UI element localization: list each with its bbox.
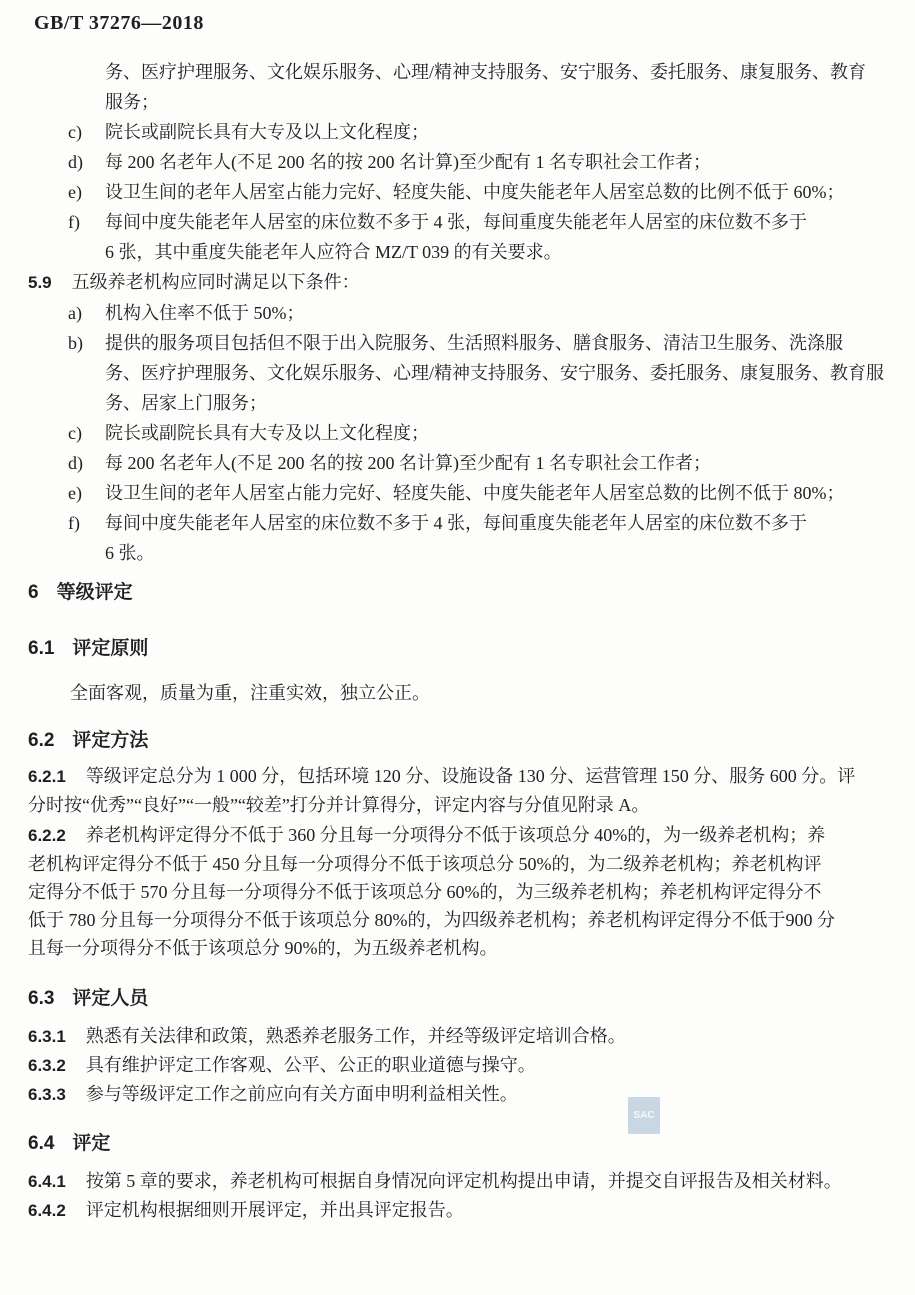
list-item-label: a) xyxy=(68,303,82,323)
subclause-6-3-3 xyxy=(28,1080,891,1109)
clause-6-2-1 xyxy=(28,762,891,819)
clause-text: 具有维护评定工作客观、公平、公正的职业道德与操守。 xyxy=(85,1055,536,1075)
clause-6-3-heading xyxy=(28,984,891,1014)
text-line: 每 200 名老年人(不足 200 名的按 200 名计算)至少配有 1 名专职社会工作者； xyxy=(105,453,711,473)
list-item-label: c) xyxy=(68,122,82,142)
text-line: 院长或副院长具有大专及以上文化程度； xyxy=(105,423,429,443)
text-line: 6 张，其中重度失能老年人应符合 MZ/T 039 的有关要求。 xyxy=(105,242,562,262)
list-item-label: e) xyxy=(68,182,82,202)
clause-title: 评定 xyxy=(72,1133,111,1154)
clause-number: 6.3.3 xyxy=(28,1085,66,1104)
list-item-label: d) xyxy=(68,152,83,172)
text-line: 低于 780 分且每一分项得分不低于该项总分 80%的，为四级养老机构；养老机构评定得分不低于900 分 xyxy=(28,910,835,930)
list-item-c xyxy=(68,418,891,448)
subclause-6-4-2 xyxy=(28,1196,891,1225)
clause-number: 6.4.1 xyxy=(28,1172,66,1191)
text-line: 设卫生间的老年人居室占能力完好、轻度失能、中度失能老年人居室总数的比例不低于 80%； xyxy=(105,483,845,503)
text-line: 6 张。 xyxy=(105,543,155,563)
clause-6-1-paragraph: 全面客观，质量为重，注重实效，独立公正。 xyxy=(70,683,430,703)
clause-text: 五级养老机构应同时满足以下条件： xyxy=(71,272,360,292)
clause-text: 养老机构评定得分不低于 360 分且每一分项得分不低于该项总分 40%的，为一级养老机构；养 xyxy=(85,825,826,845)
text-line: 务、医疗护理服务、文化娱乐服务、心理/精神支持服务、安宁服务、委托服务、康复服务、教育 xyxy=(105,62,866,82)
clause-number: 6.2.2 xyxy=(28,826,66,845)
text-line: 务、医疗护理服务、文化娱乐服务、心理/精神支持服务、安宁服务、委托服务、康复服务、教育服 xyxy=(105,363,884,383)
text-line: 每 200 名老年人(不足 200 名的按 200 名计算)至少配有 1 名专职社会工作者； xyxy=(105,152,711,172)
list-item-b-continuation xyxy=(68,57,891,117)
text-line: 院长或副院长具有大专及以上文化程度； xyxy=(105,122,429,142)
list-item-label: b) xyxy=(68,333,83,353)
list-item-label: f) xyxy=(68,513,80,533)
text-line: 设卫生间的老年人居室占能力完好、轻度失能、中度失能老年人居室总数的比例不低于 60%； xyxy=(105,182,845,202)
chapter-title: 等级评定 xyxy=(56,582,133,603)
chapter-6-heading xyxy=(28,578,891,608)
list-item-label: e) xyxy=(68,483,82,503)
clause-text: 参与等级评定工作之前应向有关方面申明利益相关性。 xyxy=(85,1084,518,1104)
clause-6-2-heading xyxy=(28,726,891,756)
list-item-label: c) xyxy=(68,423,82,443)
clause-6-3-subclauses xyxy=(28,1022,891,1109)
clause-6-4-heading xyxy=(28,1129,891,1159)
list-item-d xyxy=(68,448,891,478)
subclause-6-3-2 xyxy=(28,1051,891,1080)
text-line: 提供的服务项目包括但不限于出入院服务、生活照料服务、膳食服务、清洁卫生服务、洗涤服 xyxy=(105,333,843,353)
text-line: 分时按“优秀”“良好”“一般”“较差”打分并计算得分，评定内容与分值见附录 A。 xyxy=(28,795,650,815)
clause-number: 6.4.2 xyxy=(28,1201,66,1220)
text-line: 每间中度失能老年人居室的床位数不多于 4 张，每间重度失能老年人居室的床位数不多于 xyxy=(105,212,807,232)
clause-number: 6.4 xyxy=(28,1133,55,1154)
list-item-f xyxy=(68,508,891,568)
text-line: 务、居家上门服务； xyxy=(105,393,267,413)
clause-5-9-list xyxy=(28,298,891,568)
sac-watermark: SAC xyxy=(628,1097,660,1134)
clause-number: 6.1 xyxy=(28,638,55,659)
list-item-label: d) xyxy=(68,453,83,473)
clause-number: 6.3.2 xyxy=(28,1056,66,1075)
text-line: 且每一分项得分不低于该项总分 90%的，为五级养老机构。 xyxy=(28,938,498,958)
clause-6-1-heading xyxy=(28,634,891,664)
clause-number: 6.2 xyxy=(28,730,55,751)
clause-title: 评定原则 xyxy=(72,638,149,659)
list-item-label: f) xyxy=(68,212,80,232)
list-item-f xyxy=(68,207,891,267)
subclause-6-3-1 xyxy=(28,1022,891,1051)
text-line: 定得分不低于 570 分且每一分项得分不低于该项总分 60%的，为三级养老机构；养老机构评定得分不 xyxy=(28,882,822,902)
list-item-d xyxy=(68,147,891,177)
subclause-6-4-1 xyxy=(28,1167,891,1196)
list-item-b xyxy=(68,328,891,418)
list-item-c xyxy=(68,117,891,147)
clause-title: 评定人员 xyxy=(72,988,149,1009)
clause-text: 熟悉有关法律和政策，熟悉养老服务工作，并经等级评定培训合格。 xyxy=(85,1026,626,1046)
text-line xyxy=(28,821,891,850)
clause-6-4-subclauses xyxy=(28,1167,891,1225)
clause-number: 6.3.1 xyxy=(28,1027,66,1046)
text-line: 每间中度失能老年人居室的床位数不多于 4 张，每间重度失能老年人居室的床位数不多于 xyxy=(105,513,807,533)
clause-number: 6.2.1 xyxy=(28,767,66,786)
list-item-a xyxy=(68,298,891,328)
clause-5-9-title xyxy=(28,267,891,298)
text-line: 机构入住率不低于 50%； xyxy=(105,303,305,323)
clause-text: 等级评定总分为 1 000 分，包括环境 120 分、设施设备 130 分、运营管理 150 分、服务 600 分。评 xyxy=(85,766,856,786)
text-line: 老机构评定得分不低于 450 分且每一分项得分不低于该项总分 50%的，为二级养老机构；养老机构评 xyxy=(28,854,822,874)
text-line: 服务； xyxy=(105,92,159,112)
clause-text: 评定机构根据细则开展评定，并出具评定报告。 xyxy=(85,1200,464,1220)
clause-6-2-2 xyxy=(28,821,891,962)
list-item-e xyxy=(68,478,891,508)
list-item-e xyxy=(68,177,891,207)
chapter-number: 6 xyxy=(28,582,39,603)
clause-text: 按第 5 章的要求，养老机构可根据自身情况向评定机构提出申请，并提交自评报告及相关材料。 xyxy=(85,1171,842,1191)
standard-number-header: GB/T 37276—2018 xyxy=(34,12,204,34)
clause-number: 5.9 xyxy=(28,273,52,292)
clause-title: 评定方法 xyxy=(72,730,149,751)
text-line xyxy=(28,762,891,791)
clause-5-8-list xyxy=(28,57,891,267)
clause-number: 6.3 xyxy=(28,988,55,1009)
